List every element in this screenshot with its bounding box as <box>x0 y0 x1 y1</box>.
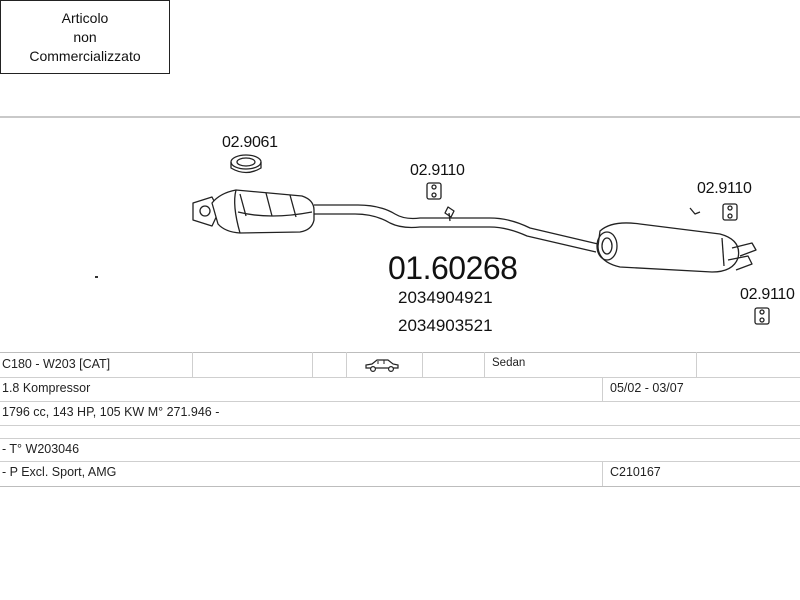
exclusion-cell: - P Excl. Sport, AMG <box>2 465 117 479</box>
rear-muffler-icon <box>597 223 739 272</box>
table-col-4 <box>422 352 423 377</box>
table-line-top <box>0 352 800 353</box>
sedan-car-icon <box>364 357 400 373</box>
mount-rear-upper-part-code: 02.9110 <box>697 180 752 197</box>
rubber-mount-rear-lower-icon <box>755 308 769 324</box>
table-line-1 <box>0 377 800 378</box>
specs-cell: 1796 cc, 143 HP, 105 KW M° 271.946 - <box>2 405 220 419</box>
table-col-1 <box>192 352 193 377</box>
catalytic-converter-icon <box>212 190 314 233</box>
rubber-mount-front-icon <box>427 183 454 221</box>
body-type-cell: Sedan <box>492 357 526 369</box>
table-line-2 <box>0 401 800 402</box>
model-cell: C180 - W203 [CAT] <box>2 357 111 371</box>
table-col-2 <box>312 352 313 377</box>
table-line-5 <box>0 461 800 462</box>
type-cell: - T° W203046 <box>2 442 80 456</box>
reference-cell: C210167 <box>610 465 661 479</box>
table-col-3 <box>346 352 347 377</box>
gasket-part-code: 02.9061 <box>222 134 278 151</box>
notice-line-1: Articolo <box>61 9 109 26</box>
main-part-number: 01.60268 <box>388 250 518 286</box>
table-line-bottom <box>0 486 800 487</box>
table-col-5 <box>484 352 485 377</box>
mount-rear-lower-part-code: 02.9110 <box>740 286 795 303</box>
mount-front-part-code: 02.9110 <box>410 162 465 179</box>
gasket-icon <box>231 155 261 173</box>
years-cell: 05/02 - 03/07 <box>610 381 684 395</box>
oem-number-1: 2034904921 <box>398 288 493 307</box>
table-line-3 <box>0 425 800 426</box>
table-col-8 <box>602 461 603 486</box>
notice-line-2: non <box>73 28 97 45</box>
center-pipe-icon <box>314 205 598 252</box>
table-col-6 <box>696 352 697 377</box>
oem-number-2: 2034903521 <box>398 316 493 335</box>
top-divider <box>0 116 800 118</box>
notice-line-3: Commercializzato <box>29 47 141 64</box>
rubber-mount-rear-upper-icon <box>690 204 737 220</box>
not-commercialized-notice <box>0 0 170 74</box>
engine-cell: 1.8 Kompressor <box>2 381 91 395</box>
table-line-4 <box>0 438 800 439</box>
table-col-7 <box>602 377 603 401</box>
